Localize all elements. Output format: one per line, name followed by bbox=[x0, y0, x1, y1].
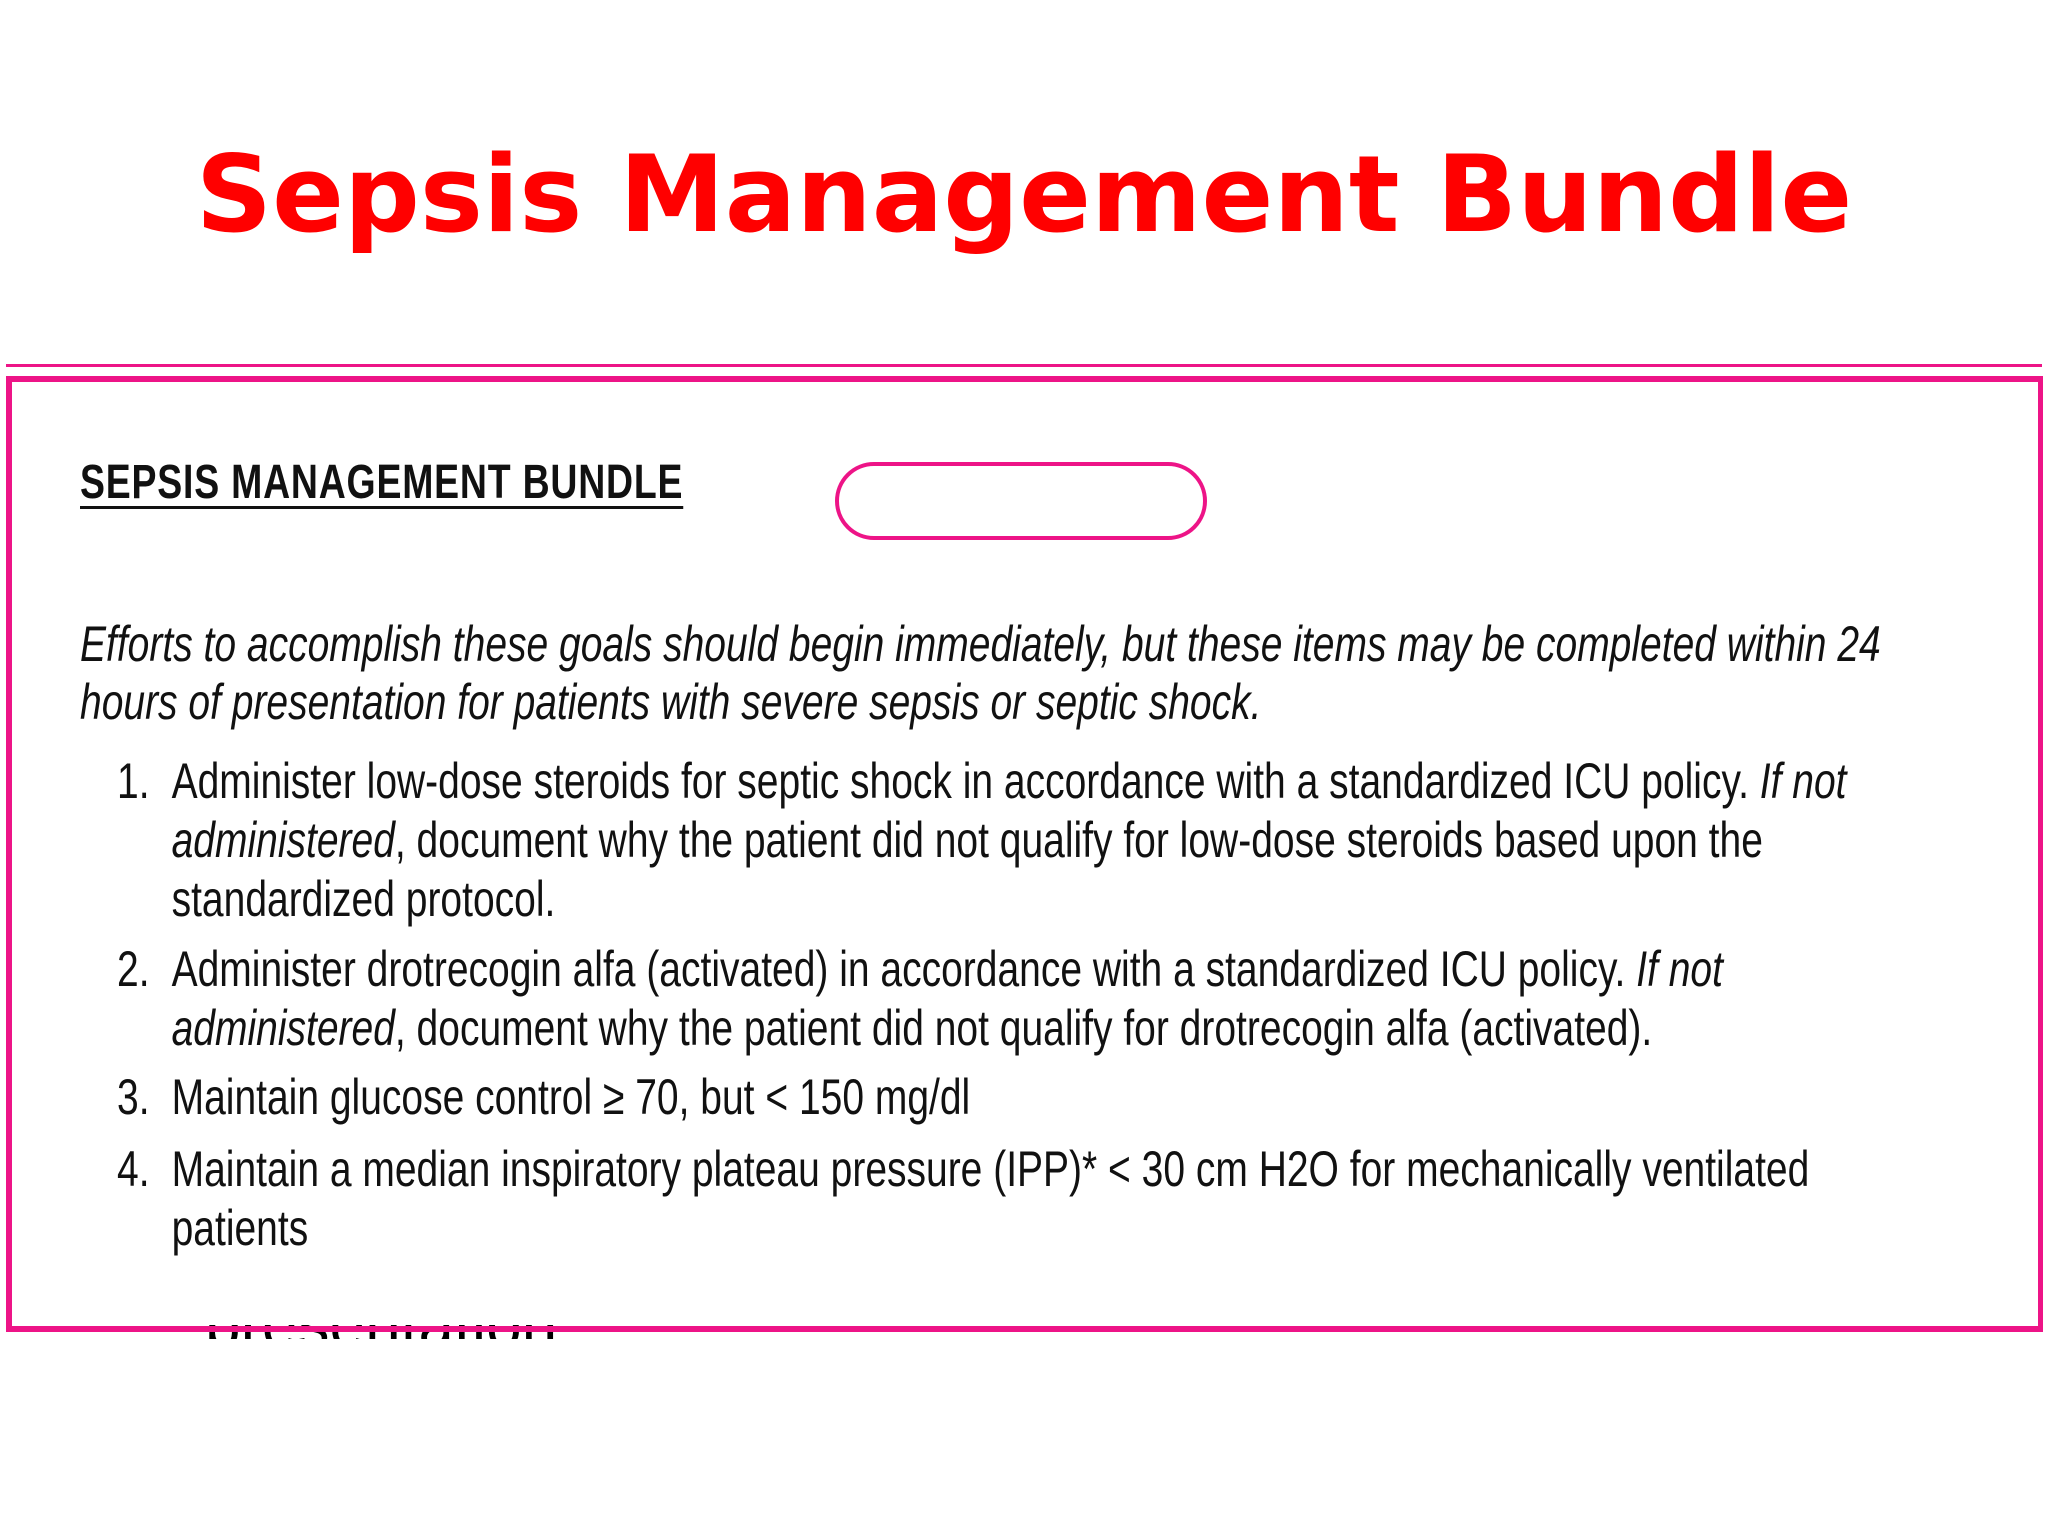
list-item-line bbox=[117, 1068, 970, 1127]
list-item-emphasis: administered bbox=[171, 812, 395, 868]
list-item-text: Maintain a median inspiratory plateau pressure (IPP)* < 30 cm H2O for mechanically ventilated bbox=[171, 1141, 1810, 1197]
frame-top-rule bbox=[6, 364, 2042, 367]
list-item-line bbox=[117, 999, 1723, 1058]
list-item bbox=[117, 940, 1723, 1058]
list-item-number: 2. bbox=[117, 941, 150, 997]
highlight-oval bbox=[835, 462, 1207, 540]
list-item-text: Maintain glucose control ≥ 70, but < 150 mg/dl bbox=[171, 1069, 971, 1125]
intro-line: hours of presentation for patients with severe sepsis or septic shock. bbox=[80, 674, 1262, 730]
list-item-emphasis: If not bbox=[1759, 753, 1847, 809]
list-item-number: 3. bbox=[117, 1069, 150, 1125]
list-item-text: patients bbox=[171, 1200, 309, 1256]
list-item-line bbox=[117, 870, 1846, 929]
list-item-text: , document why the patient did not qualify for drotrecogin alfa (activated). bbox=[394, 1000, 1653, 1056]
list-item-line bbox=[117, 811, 1846, 870]
bundle-heading: SEPSIS MANAGEMENT BUNDLE bbox=[80, 456, 684, 509]
list-item-text: Administer low-dose steroids for septic shock in accordance with a standardized ICU policy. bbox=[171, 753, 1760, 809]
list-item bbox=[117, 1140, 1809, 1258]
list-item bbox=[117, 752, 1846, 929]
list-item-text: standardized protocol. bbox=[171, 871, 556, 927]
list-item-number: 1. bbox=[117, 753, 150, 809]
intro-line: Efforts to accomplish these goals should begin immediately, but these items may be completed within 24 bbox=[80, 616, 1881, 672]
list-item-text: Administer drotrecogin alfa (activated) in accordance with a standardized ICU policy. bbox=[171, 941, 1637, 997]
list-item-line bbox=[117, 1140, 1809, 1199]
intro-text bbox=[80, 615, 2014, 731]
list-item-line bbox=[117, 1199, 1809, 1258]
list-item-emphasis: If not bbox=[1636, 941, 1723, 997]
list-item-emphasis: administered bbox=[171, 1000, 395, 1056]
list-item-line bbox=[117, 752, 1846, 811]
slide-title: Sepsis Management Bundle bbox=[195, 133, 1853, 256]
list-item bbox=[117, 1068, 970, 1127]
list-item-number: 4. bbox=[117, 1141, 150, 1197]
list-item-text: , document why the patient did not qualify for low-dose steroids based upon the bbox=[394, 812, 1763, 868]
list-item-line bbox=[117, 940, 1723, 999]
